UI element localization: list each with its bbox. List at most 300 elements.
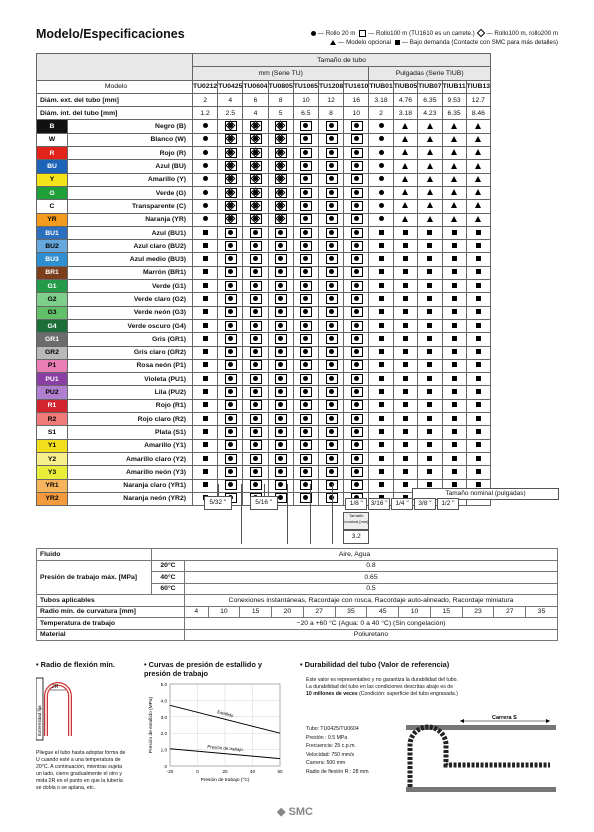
temp-20: 20°C (152, 560, 185, 572)
filled-square-icon (452, 349, 457, 354)
availability-cell (268, 173, 293, 186)
color-name: Amarillo (Y1) (68, 439, 193, 452)
availability-cell (393, 426, 417, 439)
specifications-table (36, 548, 558, 641)
y-axis-label: Presión de estallido (MPa) (149, 696, 154, 754)
model-row-cell: TU1208 (318, 80, 343, 93)
pressure-label: Presión de trabajo máx. [MPa] (37, 560, 152, 595)
roll-square-dot-icon (249, 454, 262, 463)
availability-cell (393, 173, 417, 186)
drop-line (332, 484, 333, 544)
filled-square-icon (379, 456, 384, 461)
availability-cell (268, 346, 293, 359)
availability-cell (442, 160, 466, 173)
availability-cell (268, 226, 293, 239)
filled-square-icon (403, 230, 408, 235)
filled-square-icon (403, 349, 408, 354)
material-value: Poliuretano (185, 629, 558, 641)
roll-square-dot-icon (299, 334, 312, 343)
filled-square-icon (452, 456, 457, 461)
filled-square-icon (452, 309, 457, 314)
filled-square-icon (476, 256, 481, 261)
color-row (37, 120, 491, 133)
availability-cell (442, 466, 466, 479)
roll-square-dot-icon (350, 400, 363, 409)
availability-cell (344, 147, 369, 160)
availability-cell (393, 186, 417, 199)
color-row (37, 466, 491, 479)
durability-spec-line: Velocidad: 750 mm/s (306, 751, 355, 758)
roll-square-dot-icon (350, 374, 363, 383)
pressure-60: 0.5 (185, 583, 558, 595)
filled-square-icon (427, 349, 432, 354)
availability-cell (193, 319, 218, 332)
availability-cell (369, 200, 393, 213)
roll-square-dot-icon (224, 387, 237, 396)
mm-series-header: mm (Serie TU) (193, 67, 369, 80)
x-tick-label: 0 (196, 769, 199, 774)
availability-cell (293, 186, 318, 199)
tube-size-header: Tamaño de tubo (193, 54, 491, 67)
roll-square-dot-icon (350, 228, 363, 237)
color-swatch: B (37, 120, 68, 133)
color-row (37, 426, 491, 439)
availability-cell (466, 439, 490, 452)
roll-square-dot-icon (274, 321, 287, 330)
filled-square-icon (403, 456, 408, 461)
filled-square-icon (476, 283, 481, 288)
roll-square-dot-icon (249, 294, 262, 303)
availability-cell (268, 359, 293, 372)
filled-square-icon (476, 269, 481, 274)
availability-cell (418, 373, 442, 386)
roll-square-dot-icon (274, 400, 287, 409)
durability-condition: (Condición: superficie del tubo engrasada.) (357, 691, 458, 697)
availability-cell (466, 186, 490, 199)
color-row (37, 240, 491, 253)
y-tick-label: 4.0 (160, 698, 167, 704)
filled-square-icon (203, 269, 208, 274)
bending-text: Pliegue el tubo hasta adoptar forma de U cuando esté a una temperatura de 20°C. A continuación, mientras sujeta un lado, cierre gradualmente el otro y mida 2R en el punto en que la tubería se dobla o se aplana, etc. (36, 750, 126, 791)
triangle-icon (427, 123, 433, 129)
roll-square-dot-icon (299, 294, 312, 303)
availability-cell (293, 240, 318, 253)
durability-spec-line: Presión : 0.5 MPa (306, 734, 348, 741)
filled-square-icon (379, 376, 384, 381)
inner-diameter-row-cell: 6.35 (442, 107, 466, 120)
u-tube-inner (46, 684, 70, 736)
roll-combo-icon (274, 174, 287, 183)
color-row (37, 133, 491, 146)
availability-cell (393, 266, 417, 279)
availability-cell (243, 147, 268, 160)
roll-square-dot-icon (249, 321, 262, 330)
filled-circle-icon (379, 176, 384, 181)
availability-cell (466, 147, 490, 160)
availability-cell (393, 306, 417, 319)
availability-cell (466, 306, 490, 319)
roll-square-dot-icon (350, 281, 363, 290)
material-label: Material (37, 629, 185, 641)
availability-cell (466, 333, 490, 346)
availability-cell (442, 373, 466, 386)
roll-square-dot-icon (350, 321, 363, 330)
availability-cell (193, 426, 218, 439)
availability-cell (218, 253, 243, 266)
availability-cell (369, 186, 393, 199)
filled-square-icon (403, 323, 408, 328)
availability-cell (268, 399, 293, 412)
availability-cell (344, 280, 369, 293)
filled-square-icon (452, 230, 457, 235)
availability-cell (393, 120, 417, 133)
availability-cell (268, 413, 293, 426)
roll-square-dot-icon (325, 121, 338, 130)
availability-cell (218, 359, 243, 372)
roll-square-dot-icon (274, 267, 287, 276)
availability-cell (466, 293, 490, 306)
availability-cell (393, 346, 417, 359)
color-swatch: Y2 (37, 452, 68, 465)
filled-square-icon (403, 243, 408, 248)
availability-cell (243, 266, 268, 279)
availability-cell (418, 173, 442, 186)
filled-circle-icon (203, 203, 208, 208)
model-row-cell: TIUB07 (418, 80, 442, 93)
legend-optional: — Modelo opcional (338, 39, 392, 46)
availability-cell (369, 253, 393, 266)
series-label: Estallido (216, 709, 235, 719)
availability-cell (418, 386, 442, 399)
roll-square-dot-icon (274, 254, 287, 263)
availability-cell (268, 319, 293, 332)
availability-cell (442, 280, 466, 293)
arrow-left-icon (460, 719, 464, 723)
u-tube (46, 684, 70, 736)
availability-cell (318, 373, 343, 386)
availability-cell (369, 333, 393, 346)
filled-square-icon (403, 389, 408, 394)
filled-square-icon (203, 416, 208, 421)
color-row (37, 200, 491, 213)
availability-cell (193, 266, 218, 279)
filled-square-icon (379, 336, 384, 341)
roll-square-dot-icon (274, 241, 287, 250)
color-name: Marrón (BR1) (68, 266, 193, 279)
color-name: Rosa neón (P1) (68, 359, 193, 372)
triangle-icon (402, 176, 408, 182)
availability-cell (418, 133, 442, 146)
roll-square-dot-icon (325, 360, 338, 369)
availability-cell (369, 280, 393, 293)
filled-square-icon (379, 323, 384, 328)
color-swatch: G1 (37, 280, 68, 293)
availability-cell (193, 452, 218, 465)
availability-cell (318, 240, 343, 253)
availability-cell (218, 173, 243, 186)
filled-square-icon (203, 336, 208, 341)
color-name: Naranja claro (YR1) (68, 479, 193, 492)
color-name: Azul (BU1) (68, 226, 193, 239)
availability-cell (218, 280, 243, 293)
availability-cell (442, 359, 466, 372)
availability-cell (442, 306, 466, 319)
availability-cell (268, 160, 293, 173)
color-swatch: PU1 (37, 373, 68, 386)
filled-square-icon (203, 362, 208, 367)
availability-cell (466, 426, 490, 439)
availability-cell (268, 147, 293, 160)
filled-circle-icon (203, 216, 208, 221)
filled-square-icon (203, 402, 208, 407)
availability-cell (218, 186, 243, 199)
filled-square-icon (203, 243, 208, 248)
availability-cell (369, 226, 393, 239)
availability-cell (418, 359, 442, 372)
availability-cell (442, 213, 466, 226)
roll-square-dot-icon (249, 307, 262, 316)
availability-cell (344, 452, 369, 465)
availability-cell (442, 253, 466, 266)
model-row-cell: TIUB13 (466, 80, 490, 93)
filled-square-icon (403, 309, 408, 314)
roll-square-dot-icon (224, 360, 237, 369)
availability-cell (418, 266, 442, 279)
availability-cell (318, 359, 343, 372)
roll-square-dot-icon (274, 281, 287, 290)
availability-cell (218, 120, 243, 133)
roll-square-dot-icon (224, 374, 237, 383)
color-swatch: GR2 (37, 346, 68, 359)
drop-line (241, 484, 242, 544)
availability-cell (393, 160, 417, 173)
availability-cell (268, 120, 293, 133)
availability-cell (218, 439, 243, 452)
availability-cell (344, 426, 369, 439)
filled-square-icon (452, 389, 457, 394)
availability-cell (442, 226, 466, 239)
filled-square-icon (403, 269, 408, 274)
roll-square-dot-icon (249, 374, 262, 383)
availability-cell (218, 399, 243, 412)
triangle-icon (451, 136, 457, 142)
availability-cell (466, 200, 490, 213)
availability-cell (442, 173, 466, 186)
availability-cell (293, 373, 318, 386)
filled-square-icon (427, 230, 432, 235)
availability-cell (293, 359, 318, 372)
availability-cell (243, 200, 268, 213)
roll-combo-icon (224, 134, 237, 143)
roll-square-dot-icon (325, 440, 338, 449)
filled-square-icon (476, 349, 481, 354)
availability-cell (442, 333, 466, 346)
availability-cell (466, 386, 490, 399)
availability-cell (193, 439, 218, 452)
filled-square-icon (427, 283, 432, 288)
availability-cell (418, 413, 442, 426)
availability-cell (344, 306, 369, 319)
color-row (37, 160, 491, 173)
filled-square-icon (203, 309, 208, 314)
filled-square-icon (476, 362, 481, 367)
filled-circle-icon (311, 31, 316, 36)
roll-square-dot-icon (325, 148, 338, 157)
roll-square-dot-icon (274, 294, 287, 303)
color-name: Gris (GR1) (68, 333, 193, 346)
availability-cell (466, 466, 490, 479)
availability-cell (318, 346, 343, 359)
filled-square-icon (379, 389, 384, 394)
availability-cell (418, 399, 442, 412)
pressure-40: 0.65 (185, 572, 558, 584)
filled-square-icon (452, 416, 457, 421)
availability-cell (344, 186, 369, 199)
roll-square-dot-icon (350, 174, 363, 183)
roll-square-dot-icon (299, 454, 312, 463)
filled-square-icon (403, 469, 408, 474)
filled-circle-icon (203, 136, 208, 141)
roll-combo-icon (224, 174, 237, 183)
triangle-icon (475, 202, 481, 208)
availability-cell (218, 293, 243, 306)
availability-cell (193, 133, 218, 146)
availability-cell (369, 426, 393, 439)
availability-cell (318, 280, 343, 293)
availability-cell (268, 186, 293, 199)
roll-combo-icon (249, 174, 262, 183)
availability-cell (318, 133, 343, 146)
roll-square-dot-icon (224, 347, 237, 356)
roll-square-dot-icon (274, 414, 287, 423)
availability-cell (318, 173, 343, 186)
availability-cell (369, 213, 393, 226)
availability-cell (243, 240, 268, 253)
availability-cell (268, 133, 293, 146)
roll-square-dot-icon (350, 454, 363, 463)
availability-cell (318, 293, 343, 306)
filled-square-icon (379, 469, 384, 474)
availability-cell (442, 133, 466, 146)
radius-value: 10 (208, 606, 240, 618)
availability-cell (369, 373, 393, 386)
availability-cell (393, 333, 417, 346)
color-swatch: G (37, 186, 68, 199)
availability-cell (318, 200, 343, 213)
triangle-icon (451, 189, 457, 195)
inner-diameter-row-cell: 6.5 (293, 107, 318, 120)
inner-diameter-row-cell: 5 (268, 107, 293, 120)
filled-circle-icon (203, 150, 208, 155)
filled-square-icon (427, 429, 432, 434)
inner-diameter-row-cell: 8 (318, 107, 343, 120)
legend-on-demand: — Bajo demanda (Contacte con SMC para más detalles) (401, 39, 558, 46)
roll-square-dot-icon (350, 201, 363, 210)
triangle-icon (451, 163, 457, 169)
filled-square-icon (427, 269, 432, 274)
durability-intro-1: Este valor es representativo y no garantiza la durabilidad del tubo. (306, 677, 458, 683)
color-row (37, 386, 491, 399)
availability-cell (418, 147, 442, 160)
roll-square-dot-icon (325, 281, 338, 290)
roll-square-dot-icon (350, 347, 363, 356)
triangle-icon (451, 123, 457, 129)
roll-combo-icon (249, 214, 262, 223)
roll-square-dot-icon (299, 400, 312, 409)
availability-cell (218, 226, 243, 239)
availability-cell (393, 413, 417, 426)
roll-square-dot-icon (224, 281, 237, 290)
triangle-icon (475, 189, 481, 195)
availability-cell (293, 413, 318, 426)
availability-cell (418, 346, 442, 359)
roll-square-dot-icon (224, 307, 237, 316)
availability-cell (293, 426, 318, 439)
roll-square-dot-icon (325, 254, 338, 263)
availability-cell (418, 213, 442, 226)
roll-square-dot-icon (249, 427, 262, 436)
availability-cell (344, 373, 369, 386)
drop-line (310, 484, 311, 544)
color-name: Verde oscuro (G4) (68, 319, 193, 332)
roll-combo-icon (274, 201, 287, 210)
availability-cell (369, 173, 393, 186)
color-swatch: R2 (37, 413, 68, 426)
model-row-cell: TU1610 (344, 80, 369, 93)
roll-combo-icon (249, 188, 262, 197)
filled-square-icon (403, 336, 408, 341)
filled-square-icon (476, 442, 481, 447)
filled-square-icon (452, 269, 457, 274)
availability-cell (268, 373, 293, 386)
availability-cell (466, 413, 490, 426)
availability-cell (268, 439, 293, 452)
availability-cell (318, 226, 343, 239)
radius-value: 20 (272, 606, 304, 618)
durability-diagram (400, 715, 558, 800)
availability-cell (318, 386, 343, 399)
availability-cell (193, 200, 218, 213)
roll-square-dot-icon (249, 347, 262, 356)
availability-cell (293, 280, 318, 293)
availability-cell (442, 293, 466, 306)
durability-spec-line: Frecuencia: 25 c.p.m. (306, 743, 356, 749)
roll-square-dot-icon (325, 267, 338, 276)
roll-combo-icon (249, 148, 262, 157)
filled-square-icon (427, 376, 432, 381)
bottom-rail (406, 787, 556, 792)
availability-cell (393, 133, 417, 146)
availability-cell (393, 253, 417, 266)
color-name: Lila (PU2) (68, 386, 193, 399)
availability-cell (369, 466, 393, 479)
nominal-mm-value: 3.2 (343, 530, 369, 544)
availability-cell (344, 266, 369, 279)
top-rail (406, 725, 556, 730)
filled-square-icon (476, 323, 481, 328)
availability-cell (218, 373, 243, 386)
triangle-icon (402, 149, 408, 155)
availability-cell (243, 293, 268, 306)
availability-cell (393, 386, 417, 399)
roll-square-dot-icon (224, 254, 237, 263)
availability-cell (442, 439, 466, 452)
durability-intro (306, 677, 546, 698)
triangle-icon (427, 163, 433, 169)
triangle-icon (475, 176, 481, 182)
availability-cell (193, 386, 218, 399)
filled-square-icon (403, 362, 408, 367)
